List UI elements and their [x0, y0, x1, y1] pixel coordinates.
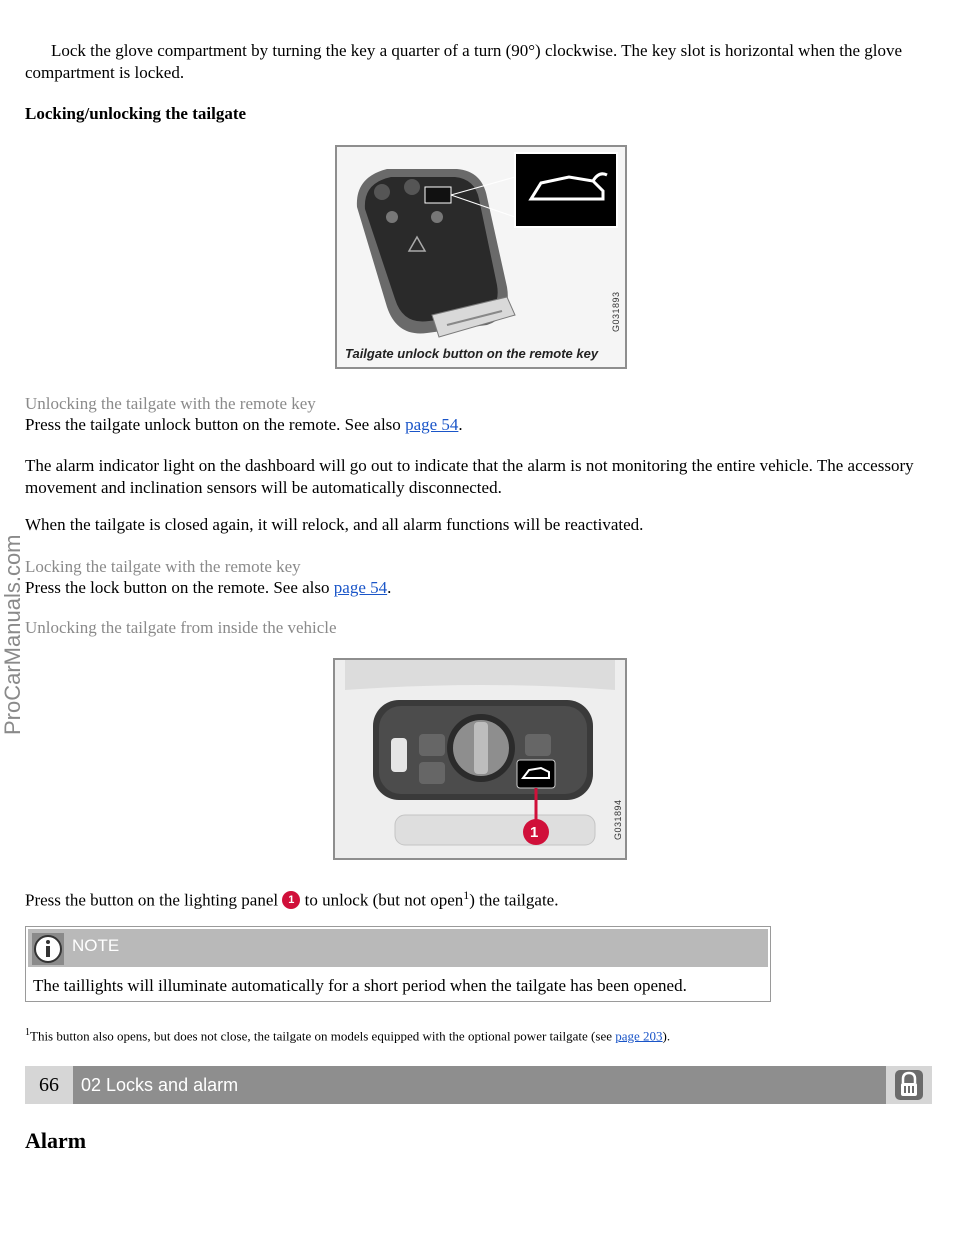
subheading-unlock-remote: Unlocking the tailgate with the remote key [25, 394, 316, 413]
unlock-remote-text: Press the tailgate unlock button on the remote. See also page 54. [25, 415, 463, 434]
figure-code-2: G031894 [613, 799, 623, 840]
alarm-paragraph: The alarm indicator light on the dashboard will go out to indicate that the alarm is not monitoring the entire vehicle. The accessory movement and inclination sensors will be automatically disconnected. [25, 456, 914, 497]
footnote: $^1$This button also opens, but does not close, the tailgate on models equipped with the optional power tailgate (see page 203). [25, 1027, 671, 1044]
section-heading: Locking/unlocking the tailgate [25, 104, 247, 123]
press-panel-text: Press the button on the lighting panel 1 to unlock (but not open$^1$) the tailgate. [25, 888, 559, 910]
watermark: ProCarManuals.com [0, 534, 25, 735]
figure-caption: Tailgate unlock button on the remote key [345, 346, 599, 361]
section-title: 02 Locks and alarm [81, 1075, 239, 1095]
note-text: The taillights will illuminate automatically for a short period when the tailgate has been opened. [33, 976, 687, 995]
subheading-lock-remote: Locking the tailgate with the remote key [25, 557, 301, 576]
alarm-heading: Alarm [25, 1128, 87, 1153]
section-lock-button[interactable] [886, 1066, 932, 1104]
relock-paragraph: When the tailgate is closed again, it will relock, and all alarm functions will be reactivated. [25, 515, 644, 534]
lock-icon [895, 1070, 923, 1100]
subheading-unlock-inside: Unlocking the tailgate from inside the vehicle [25, 618, 337, 637]
page-number: 66 [25, 1066, 73, 1104]
note-title: NOTE [72, 936, 120, 955]
callout-marker: 1 [282, 891, 300, 909]
info-icon [32, 933, 64, 965]
callout-number: 1 [530, 824, 539, 841]
intro-paragraph: Lock the glove compartment by turning the key a quarter of a turn (90°) clockwise. The key slot is horizontal when the glove compartment is locked. [25, 41, 903, 82]
figure-code: G031893 [611, 291, 621, 332]
note-box [25, 926, 771, 1002]
lock-remote-text: Press the lock button on the remote. See also page 54. [25, 578, 392, 597]
figure-lighting-panel [333, 658, 627, 860]
page-54-link[interactable]: page 54 [405, 415, 459, 434]
lighting-panel-illustration [335, 660, 625, 858]
figure-remote-key [335, 145, 627, 369]
page-203-link[interactable]: page 203 [615, 1028, 663, 1044]
note-header [28, 929, 768, 967]
remote-key-illustration [337, 147, 625, 367]
page-54-link-2[interactable]: page 54 [333, 578, 388, 597]
section-footer-bar [25, 1066, 932, 1104]
